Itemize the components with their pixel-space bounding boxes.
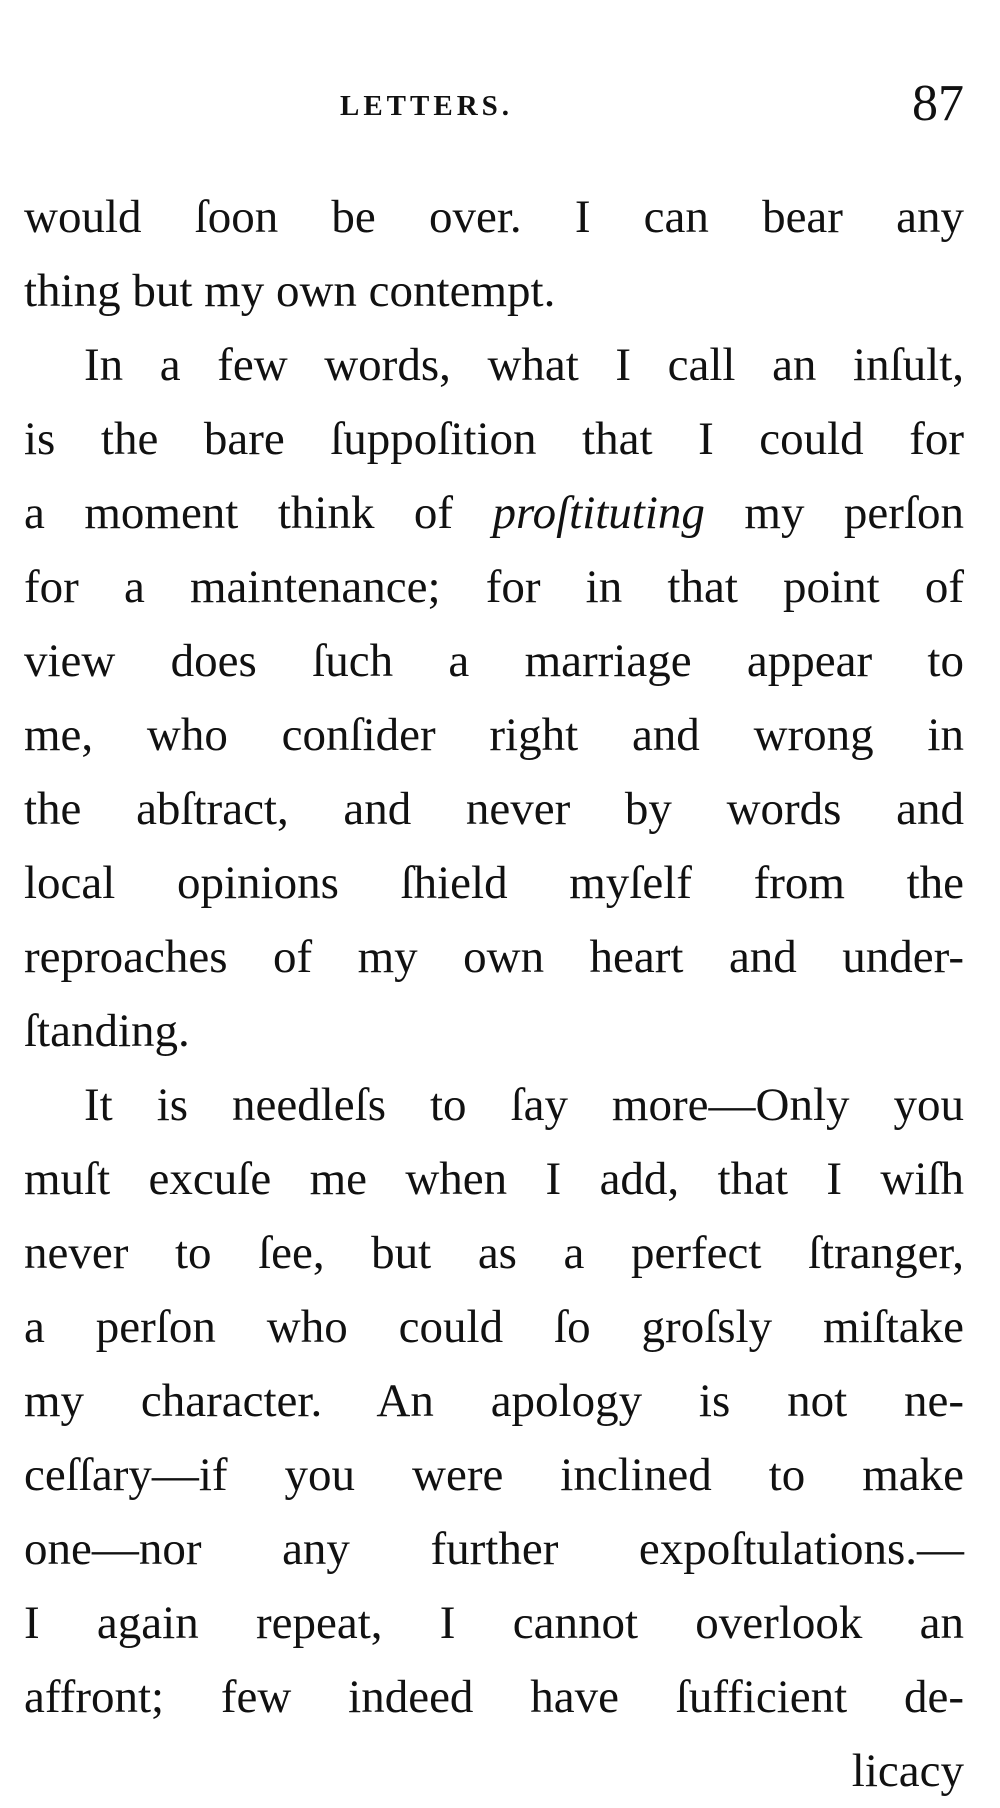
text-line: I again repeat, I cannot overlook an bbox=[24, 1597, 964, 1649]
text-line: view does ſuch a marriage appear to bbox=[24, 635, 964, 687]
text-line: the abſtract, and never by words and bbox=[24, 783, 964, 835]
text-line: never to ſee, but as a perfect ſtranger, bbox=[24, 1227, 964, 1279]
text-line: is the bare ſuppoſition that I could for bbox=[24, 413, 964, 465]
text-line: one—nor any further expoſtulations.— bbox=[24, 1523, 964, 1575]
text-line: thing but my own contempt. bbox=[24, 265, 556, 317]
text-line: for a maintenance; for in that point of bbox=[24, 561, 964, 613]
running-title: LETTERS. bbox=[340, 90, 514, 122]
text-line: ſtanding. bbox=[24, 1005, 190, 1057]
text-line: muſt excuſe me when I add, that I wiſh bbox=[24, 1153, 964, 1205]
italic-word: proſtituting bbox=[492, 487, 705, 539]
text-line: ceſſary—if you were inclined to make bbox=[24, 1449, 964, 1501]
text-line: me, who conſider right and wrong in bbox=[24, 709, 964, 761]
text-line: In a few words, what I call an inſult, bbox=[84, 339, 964, 391]
page-header bbox=[0, 72, 1000, 132]
page-number: 87 bbox=[912, 75, 964, 132]
text-line: local opinions ſhield myſelf from the bbox=[24, 857, 964, 909]
text-line: reproaches of my own heart and under- bbox=[24, 931, 964, 983]
text-line: It is needleſs to ſay more—Only you bbox=[84, 1079, 964, 1131]
text-line: a moment think of proſtituting my perſon bbox=[24, 487, 964, 539]
text-line: a perſon who could ſo groſsly miſtake bbox=[24, 1301, 964, 1353]
text-line: would ſoon be over. I can bear any bbox=[24, 191, 964, 243]
page-text bbox=[24, 180, 964, 1808]
catchword: licacy bbox=[851, 1745, 964, 1797]
text-line: affront; few indeed have ſufficient de- bbox=[24, 1671, 964, 1723]
text-line: my character. An apology is not ne- bbox=[24, 1375, 964, 1427]
